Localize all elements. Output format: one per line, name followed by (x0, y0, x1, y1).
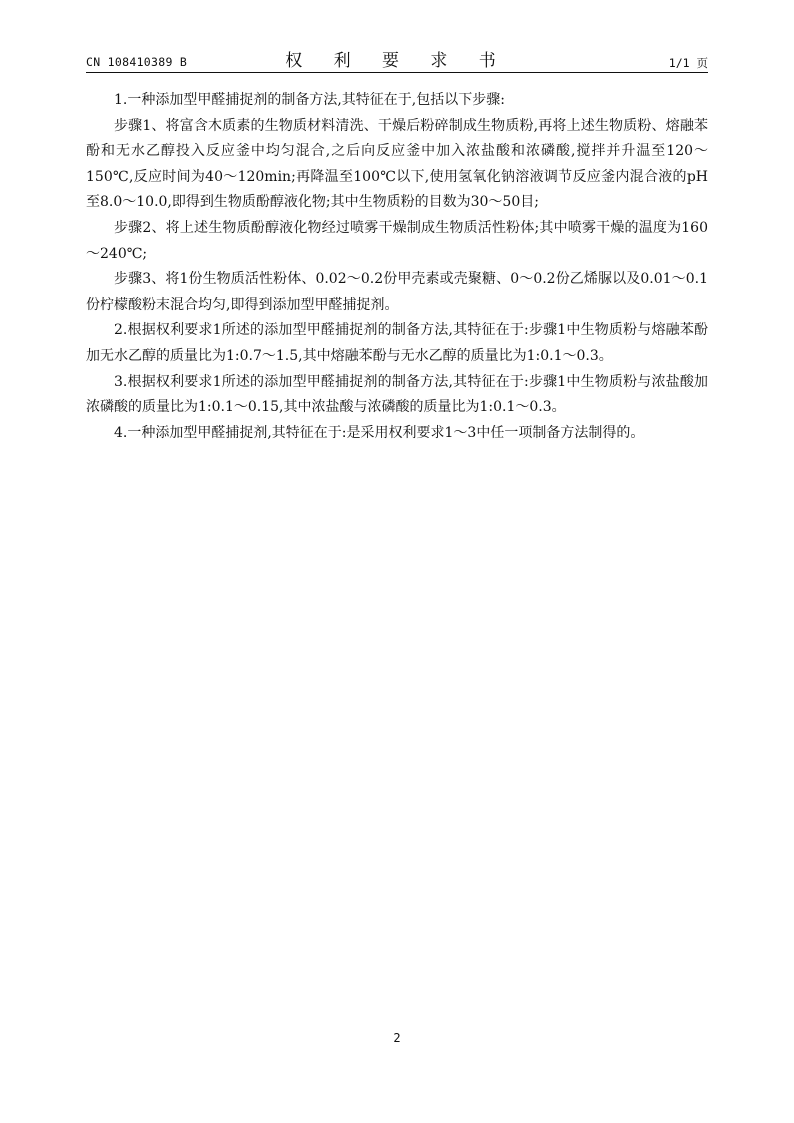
patent-number: CN 108410389 B (86, 55, 188, 69)
claim-3: 3.根据权利要求1所述的添加型甲醛捕捉剂的制备方法,其特征在于:步骤1中生物质粉与浓盐酸加浓磷酸的质量比为1:0.1～0.15,其中浓盐酸与浓磷酸的质量比为1:0.1～0.3。 (86, 373, 708, 416)
claim-2: 2.根据权利要求1所述的添加型甲醛捕捉剂的制备方法,其特征在于:步骤1中生物质粉与熔融苯酚加无水乙醇的质量比为1:0.7～1.5,其中熔融苯酚与无水乙醇的质量比为1:0.1～0.3。 (86, 322, 708, 364)
page-header (86, 44, 708, 72)
header-divider (86, 72, 708, 73)
claims-body (86, 88, 708, 446)
claim-4: 4.一种添加型甲醛捕捉剂,其特征在于:是采用权利要求1～3中任一项制备方法制得的。 (114, 424, 645, 441)
page-number: 2 (393, 1031, 401, 1045)
document-title: 权 利 要 求 书 (285, 51, 509, 71)
claim-1-intro: 1.一种添加型甲醛捕捉剂的制备方法,其特征在于,包括以下步骤: (114, 92, 505, 108)
claim-1-step-3: 步骤3、将1份生物质活性粉体、0.02～0.2份甲壳素或壳聚糖、0～0.2份乙烯脲以及0.01～0.1份柠檬酸粉末混合均匀,即得到添加型甲醛捕捉剂。 (86, 271, 708, 313)
page-count-label: 1/1 页 (668, 56, 708, 70)
claim-1-step-1: 步骤1、将富含木质素的生物质材料清洗、干燥后粉碎制成生物质粉,再将上述生物质粉、熔融苯酚和无水乙醇投入反应釜中均匀混合,之后向反应釜中加入浓盐酸和浓磷酸,搅拌并升温至120～150℃,反应时间为40～120min;再降温至100℃以下,使用氢氧化钠溶液调节反应釜内混合液的pH至8.0～10.0,即得到生物质酚醇液化物;其中生物质粉的目数为30～50目; (86, 117, 708, 211)
claim-1-step-2: 步骤2、将上述生物质酚醇液化物经过喷雾干燥制成生物质活性粉体;其中喷雾干燥的温度为160～240℃; (86, 219, 708, 262)
